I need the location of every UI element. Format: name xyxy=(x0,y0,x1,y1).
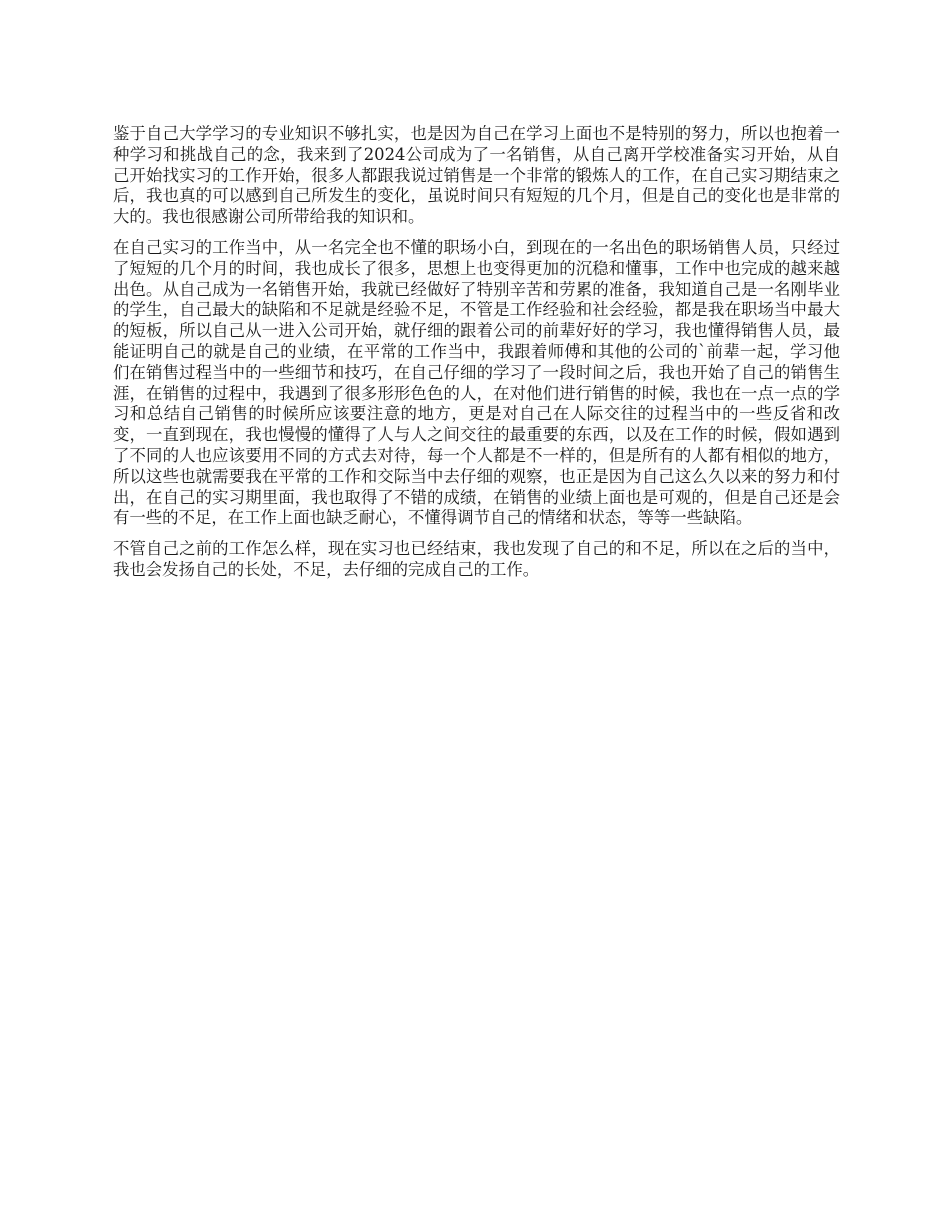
paragraph-2: 在自己实习的工作当中，从一名完全也不懂的职场小白，到现在的一名出色的职场销售人员，只经过了短短的几个月的时间，我也成长了很多，思想上也变得更加的沉稳和懂事，工作中也完成的越来越出色。从自己成为一名销售开始，我就已经做好了特别辛苦和劳累的准备，我知道自己是一名刚毕业的学生，自己最大的缺陷和不足就是经验不足，不管是工作经验和社会经验，都是我在职场当中最大的短板，所以自己从一进入公司开始，就仔细的跟着公司的前辈好好的学习，我也懂得销售人员，最能证明自己的就是自己的业绩，在平常的工作当中，我跟着师傅和其他的公司的`前辈一起，学习他们在销售过程当中的一些细节和技巧，在自己仔细的学习了一段时间之后，我也开始了自己的销售生涯，在销售的过程中，我遇到了很多形形色色的人，在对他们进行销售的时候，我也在一点一点的学习和总结自己销售的时候所应该要注意的地方，更是对自己在人际交往的过程当中的一些反省和改变，一直到现在，我也慢慢的懂得了人与人之间交往的最重要的东西，以及在工作的时候，假如遇到了不同的人也应该要用不同的方式去对待，每一个人都是不一样的，但是所有的人都有相似的地方，所以这些也就需要我在平常的工作和交际当中去仔细的观察，也正是因为自己这么久以来的努力和付出，在自己的实习期里面，我也取得了不错的成绩，在销售的业绩上面也是可观的，但是自己还是会有一些的不足，在工作上面也缺乏耐心，不懂得调节自己的情绪和状态，等等一些缺陷。 xyxy=(113,237,840,528)
paragraph-1: 鉴于自己大学学习的专业知识不够扎实，也是因为自己在学习上面也不是特别的努力，所以也抱着一种学习和挑战自己的念，我来到了2024公司成为了一名销售，从自己离开学校准备实习开始，从自己开始找实习的工作开始，很多人都跟我说过销售是一个非常的锻炼人的工作，在自己实习期结束之后，我也真的可以感到自己所发生的变化，虽说时间只有短短的几个月，但是自己的变化也是非常的大的。我也很感谢公司所带给我的知识和。 xyxy=(113,124,840,227)
paragraph-3: 不管自己之前的工作怎么样，现在实习也已经结束，我也发现了自己的和不足，所以在之后的当中，我也会发扬自己的长处，不足，去仔细的完成自己的工作。 xyxy=(113,539,840,579)
document-body xyxy=(113,124,840,591)
